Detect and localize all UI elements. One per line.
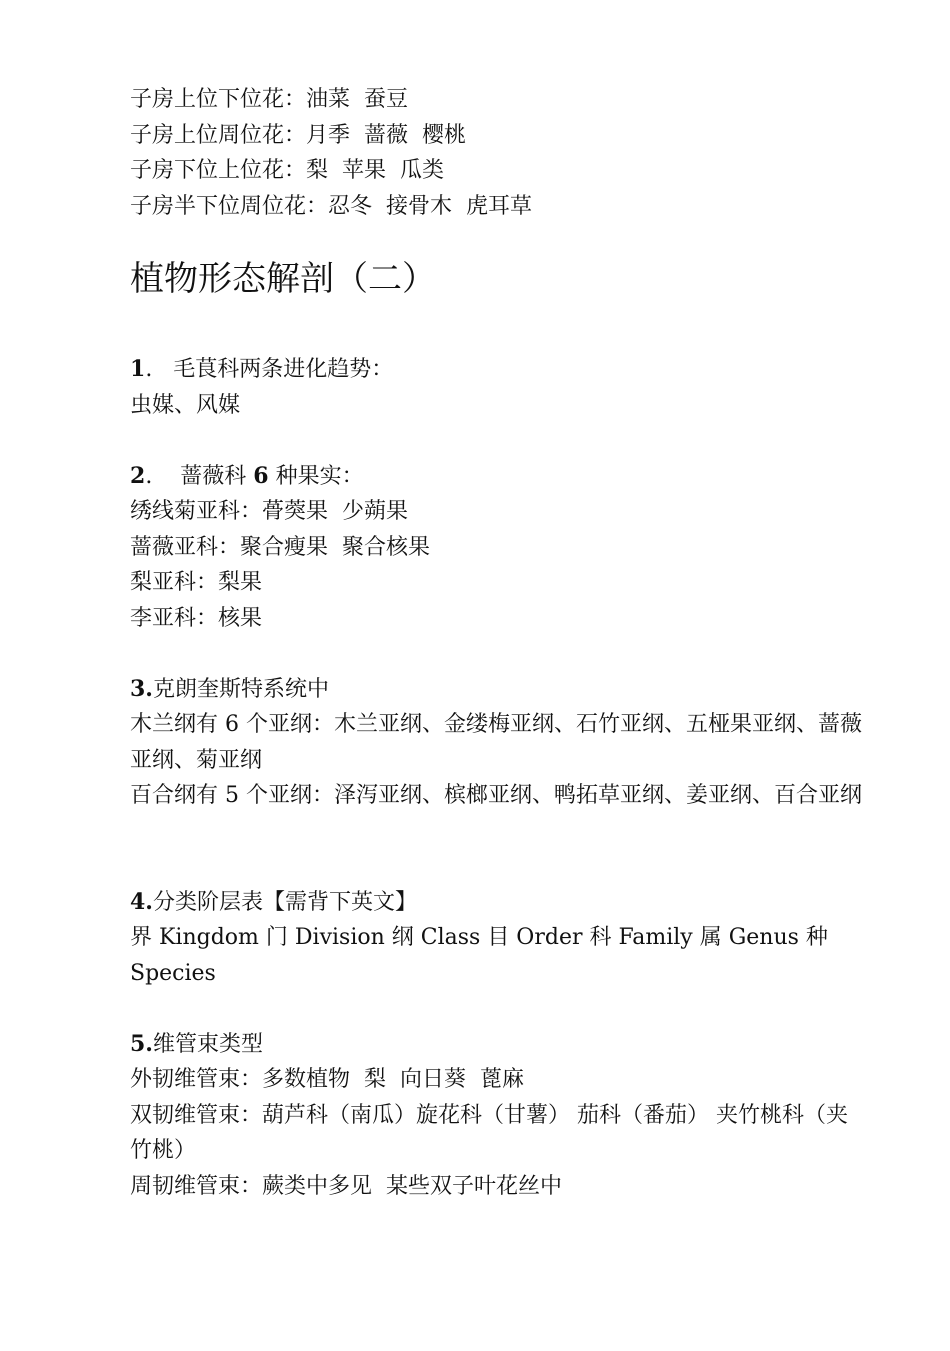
section-4-paragraph: 界 Kingdom 门 Division 纲 Class 目 Order 科 Family 属 Genus 种 Species: [130, 925, 828, 986]
section-5-number: 5.: [130, 1030, 153, 1057]
section-2-line: 蔷薇亚科：聚合瘦果 聚合核果: [130, 534, 430, 560]
section-3-title: [130, 672, 868, 708]
section-2-title-bold: 6: [253, 462, 269, 489]
section-2-title-pre: . 蔷薇科: [145, 463, 254, 489]
section-1-title-text: . 毛茛科两条进化趋势：: [145, 357, 394, 382]
section-4-number: 4.: [130, 888, 153, 915]
section-4-title: [130, 885, 868, 921]
section-1-title: [130, 352, 868, 388]
section-2-title-post: 种果实：: [268, 463, 364, 489]
section-3-paragraph: 木兰纲有 6 个亚纲：木兰亚纲、金缕梅亚纲、石竹亚纲、五桠果亚纲、蔷薇亚纲、菊亚纲: [130, 712, 862, 773]
section-4-title-text: 分类阶层表【需背下英文】: [152, 889, 417, 915]
intro-line: 子房上位周位花：月季 蔷薇 樱桃: [130, 122, 466, 148]
section-5-line: 外韧维管束：多数植物 梨 向日葵 蓖麻: [130, 1067, 524, 1092]
section-heading: 植物形态解剖（二）: [130, 259, 436, 299]
section-5-title: [130, 1027, 868, 1063]
page-content: [130, 82, 868, 1204]
section-3-title-text: 克朗奎斯特系统中: [152, 676, 329, 702]
intro-line: 子房下位上位花：梨 苹果 瓜类: [130, 158, 444, 183]
section-5-paragraph: 双韧维管束：葫芦科（南瓜）旋花科（甘薯） 茄科（番茄） 夹竹桃科（夹竹桃）: [130, 1102, 848, 1163]
intro-line: 子房上位下位花：油菜 蚕豆: [130, 87, 408, 112]
section-1-number: 1: [130, 356, 146, 382]
section-2-line: 李亚科：核果: [130, 605, 263, 631]
section-5-line: 周韧维管束：蕨类中多见 某些双子叶花丝中: [130, 1173, 562, 1199]
section-2-title: [130, 459, 868, 495]
section-1-line: 虫媒、风媒: [130, 392, 241, 418]
section-5-title-text: 维管束类型: [152, 1031, 263, 1057]
section-3-number: 3.: [130, 675, 153, 702]
intro-line: 子房半下位周位花：忍冬 接骨木 虎耳草: [130, 193, 532, 219]
section-2-number: 2: [130, 462, 146, 489]
section-2-line: 绣线菊亚科：蓇葖果 少蒴果: [130, 499, 408, 524]
section-3-paragraph: 百合纲有 5 个亚纲：泽泻亚纲、槟榔亚纲、鸭拓草亚纲、姜亚纲、百合亚纲: [130, 783, 862, 808]
section-2-line: 梨亚科：梨果: [130, 570, 263, 595]
